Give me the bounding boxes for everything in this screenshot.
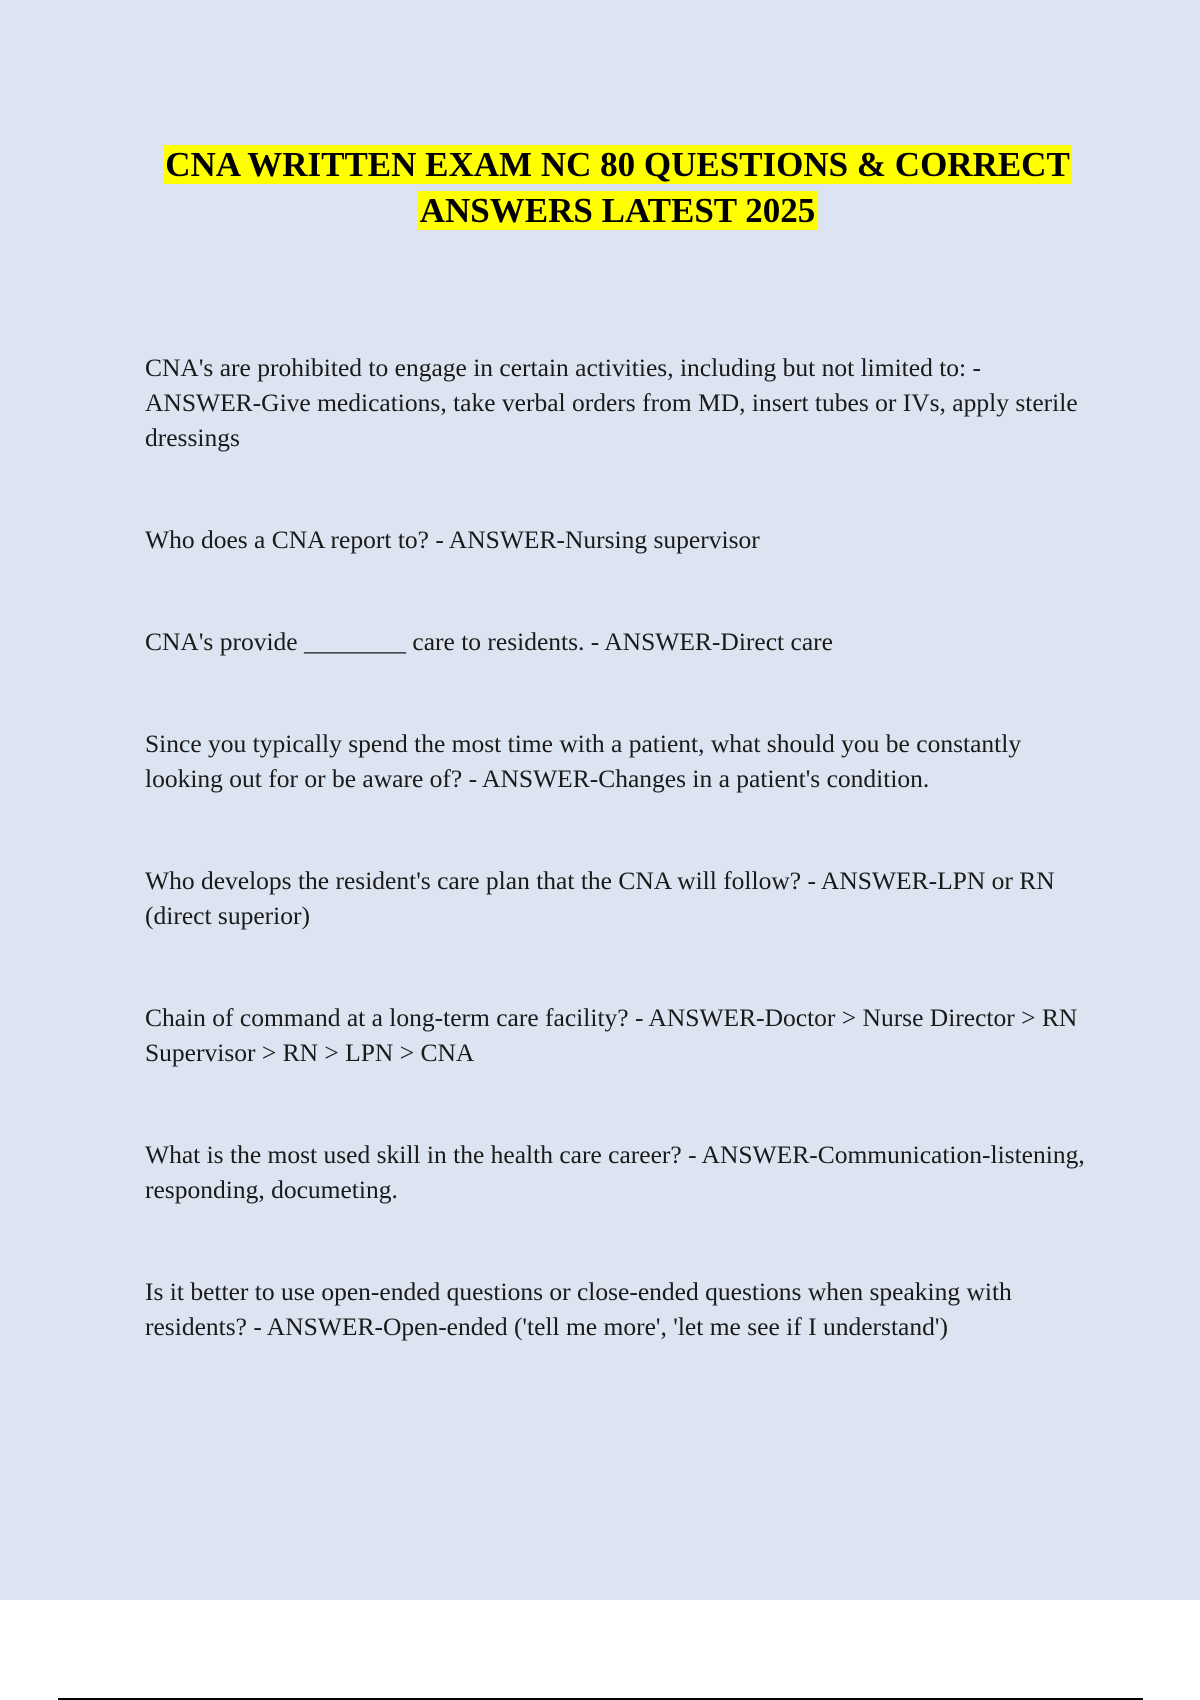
document-title — [140, 142, 1095, 234]
qa-item: CNA's provide ________ care to residents. - ANSWER-Direct care — [145, 627, 833, 656]
qa-item: Is it better to use open-ended questions or close-ended questions when speaking with residents? - ANSWER-Open-ended ('tell me more', 'let me see if I understand') — [145, 1277, 1012, 1341]
qa-item: CNA's are prohibited to engage in certain activities, including but not limited to: - ANSWER-Give medications, take verbal orders from MD, insert tubes or IVs, apply sterile dressings — [145, 353, 1078, 452]
qa-item: Chain of command at a long-term care facility? - ANSWER-Doctor > Nurse Director > RN Supervisor > RN > LPN > CNA — [145, 1003, 1078, 1067]
qa-item: Since you typically spend the most time with a patient, what should you be constantly looking out for or be aware of? - ANSWER-Changes in a patient's condition. — [145, 729, 1022, 793]
qa-item: Who does a CNA report to? - ANSWER-Nursing supervisor — [145, 525, 760, 554]
title-highlight: CNA WRITTEN EXAM NC 80 QUESTIONS & CORRECT ANSWERS LATEST 2025 — [165, 145, 1070, 230]
qa-item: What is the most used skill in the health care career? - ANSWER-Communication-listening, responding, documeting. — [145, 1140, 1085, 1204]
question-answer-list — [145, 350, 1090, 1411]
qa-item: Who develops the resident's care plan that the CNA will follow? - ANSWER-LPN or RN (direct superior) — [145, 866, 1055, 930]
